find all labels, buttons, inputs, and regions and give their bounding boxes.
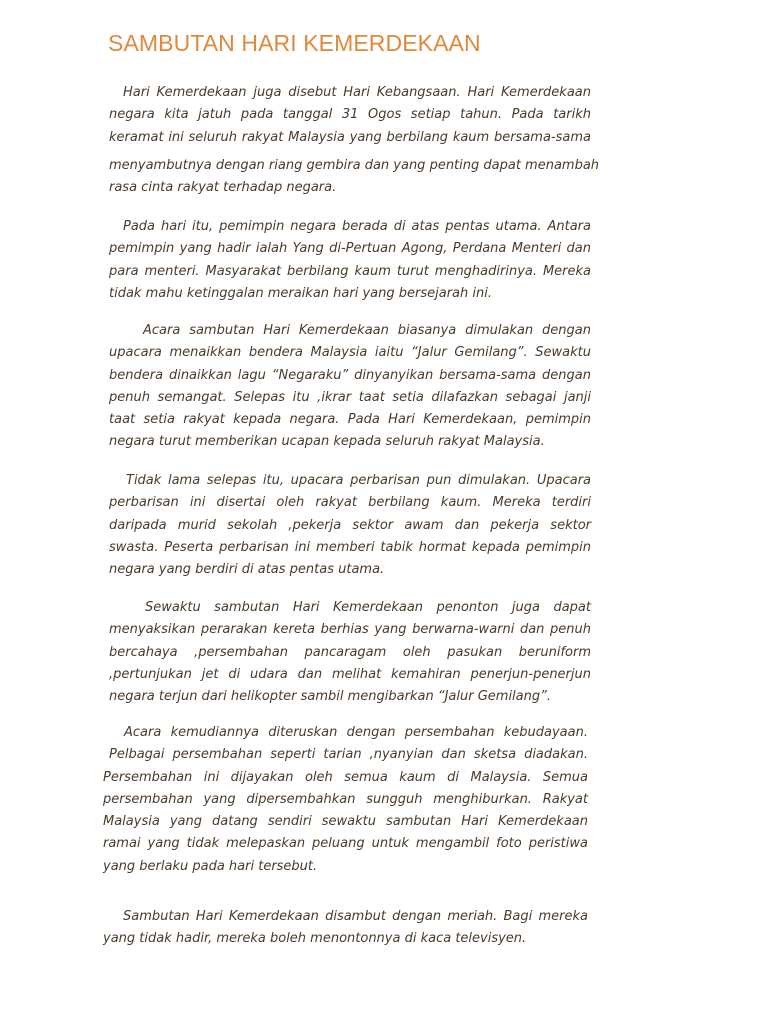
paragraph-line: negara kita jatuh pada tanggal 31 Ogos setiap tahun. Pada tarikh [109,107,591,123]
paragraph-line: para menteri. Masyarakat berbilang kaum turut menghadirinya. Mereka [109,263,591,279]
paragraph-line: taat setia rakyat kepada negara. Pada Hari Kemerdekaan, pemimpin [109,412,591,428]
paragraph-line: Acara sambutan Hari Kemerdekaan biasanya dimulakan dengan [143,323,591,338]
paragraph-line: tidak mahu ketinggalan meraikan hari yang bersejarah ini. [109,285,492,301]
paragraph-line: Sewaktu sambutan Hari Kemerdekaan penonton juga dapat [145,600,591,615]
paragraph-line: penuh semangat. Selepas itu ,ikrar taat setia dilafazkan sebagai janji [109,389,591,405]
paragraph-line: menyambutnya dengan riang gembira dan yang penting dapat menambah [109,157,600,173]
paragraph-line: Hari Kemerdekaan juga disebut Hari Kebangsaan. Hari Kemerdekaan [123,85,591,100]
paragraph-line: bendera dinaikkan lagu “Negaraku” dinyanyikan bersama-sama dengan [109,367,591,383]
paragraph-line: Tidak lama selepas itu, upacara perbarisan pun dimulakan. Upacara [126,473,591,488]
paragraph-1 [109,82,600,199]
paragraph-line: ,pertunjukan jet di udara dan melihat kemahiran penerjun-penerjun [109,666,591,682]
paragraph-line: negara turut memberikan ucapan kepada seluruh rakyat Malaysia. [109,434,545,450]
paragraph-line: rasa cinta rakyat terhadap negara. [109,180,337,196]
paragraph-5 [109,597,591,708]
paragraph-line: Malaysia yang datang sendiri sewaktu sambutan Hari Kemerdekaan [103,814,588,830]
paragraph-line: upacara menaikkan bendera Malaysia iaitu “Jalur Gemilang”. Sewaktu [109,345,591,361]
paragraph-line: Acara kemudiannya diteruskan dengan persembahan kebudayaan. [124,725,588,740]
paragraph-line: Sambutan Hari Kemerdekaan disambut dengan meriah. Bagi mereka [123,909,588,924]
paragraph-line: Pelbagai persembahan seperti tarian ,nyanyian dan sketsa diadakan. [109,747,588,763]
paragraph-line: daripada murid sekolah ,pekerja sektor awam dan pekerja sektor [109,517,591,533]
paragraph-line: swasta. Peserta perbarisan ini memberi tabik hormat kepada pemimpin [109,539,591,555]
paragraph-line: negara yang berdiri di atas pentas utama. [109,562,385,578]
document-title: SAMBUTAN HARI KEMERDEKAAN [108,30,481,56]
paragraph-line: persembahan yang dipersembahkan sungguh menghiburkan. Rakyat [103,791,588,807]
paragraph-line: yang tidak hadir, mereka boleh menontonnya di kaca televisyen. [103,931,527,947]
paragraph-2 [109,216,591,305]
paragraph-line: bercahaya ,persembahan pancaragam oleh pasukan beruniform [109,644,591,660]
paragraph-7 [103,906,588,951]
paragraph-line: keramat ini seluruh rakyat Malaysia yang berbilang kaum bersama-sama [109,129,591,145]
paragraph-line: perbarisan ini disertai oleh rakyat berbilang kaum. Mereka terdiri [109,495,591,511]
paragraph-line: pemimpin yang hadir ialah Yang di-Pertuan Agong, Perdana Menteri dan [109,241,591,257]
paragraph-4 [109,470,591,581]
paragraph-3 [109,320,591,454]
paragraph-line: Pada hari itu, pemimpin negara berada di atas pentas utama. Antara [123,219,591,234]
paragraph-line: ramai yang tidak melepaskan peluang untuk mengambil foto peristiwa [103,836,588,852]
paragraph-line: menyaksikan perarakan kereta berhias yang berwarna-warni dan penuh [109,622,591,638]
paragraph-line: negara terjun dari helikopter sambil mengibarkan “Jalur Gemilang”. [109,689,551,705]
paragraph-line: Persembahan ini dijayakan oleh semua kaum di Malaysia. Semua [103,769,588,785]
paragraph-6 [103,722,588,878]
paragraph-line: yang berlaku pada hari tersebut. [103,858,318,874]
